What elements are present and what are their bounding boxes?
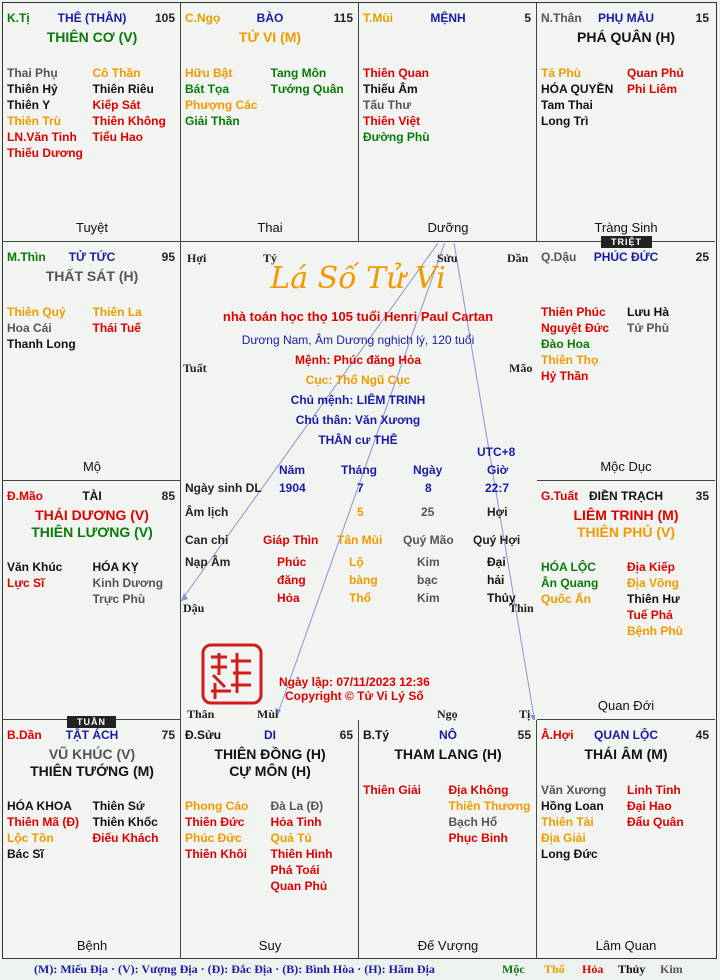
minor-star: Thiên Y bbox=[7, 98, 51, 112]
napam-word: hải bbox=[487, 573, 505, 587]
branch-ngo: Ngọ bbox=[437, 707, 458, 721]
minor-star: Kiếp Sát bbox=[92, 98, 141, 112]
minor-star: HÓA KỴ bbox=[92, 560, 139, 574]
canchi-day: Quý Mão bbox=[403, 533, 454, 547]
al-ngay: 25 bbox=[421, 505, 435, 519]
created-date: Ngày lập: 07/11/2023 12:36 bbox=[279, 675, 430, 689]
main-star: TỬ VI (M) bbox=[238, 29, 302, 45]
minor-stars bbox=[7, 798, 178, 862]
minor-star: Bác Sĩ bbox=[7, 847, 44, 861]
minor-star: Nguyệt Đức bbox=[541, 321, 610, 335]
palace-age: 75 bbox=[161, 728, 175, 742]
life-stage: Suy bbox=[258, 938, 282, 953]
minor-star: Cô Thần bbox=[92, 66, 141, 80]
gender-age: Dương Nam, Âm Dương nghịch lý, 120 tuổi bbox=[241, 333, 475, 347]
star-column-left bbox=[7, 65, 93, 161]
palace-age: 35 bbox=[695, 489, 709, 503]
main-stars bbox=[537, 29, 715, 46]
col-ngay: Ngày bbox=[413, 463, 443, 477]
minor-stars bbox=[7, 65, 178, 161]
minor-star: Địa Giải bbox=[541, 831, 586, 845]
palace-age: 45 bbox=[695, 728, 709, 742]
branch-mao: Mão bbox=[509, 361, 533, 375]
branch-tuat: Tuất bbox=[183, 361, 207, 375]
menh-line: Mệnh: Phúc đăng Hỏa bbox=[295, 353, 421, 367]
col-gio: Giờ bbox=[487, 463, 509, 477]
minor-star: Đà La (Đ) bbox=[270, 799, 324, 813]
tuan-badge: TUẦN bbox=[67, 716, 116, 728]
palace-age: 5 bbox=[524, 11, 531, 25]
minor-star: Tấu Thư bbox=[363, 98, 412, 112]
palace-name: NÔ bbox=[439, 728, 457, 742]
than-cu-line: THÂN cư THÊ bbox=[318, 433, 398, 447]
main-stars bbox=[3, 507, 181, 541]
minor-star: Thiên Hư bbox=[627, 592, 680, 606]
minor-star: Thiên La bbox=[92, 305, 142, 319]
life-stage: Đế Vượng bbox=[417, 938, 479, 953]
dl-label: Ngày sinh DL bbox=[185, 481, 262, 495]
main-star: VŨ KHÚC (V) bbox=[48, 746, 136, 762]
minor-star: Thiên Khốc bbox=[92, 815, 158, 829]
minor-star: Thanh Long bbox=[7, 337, 76, 351]
legend-thuy: Thủy bbox=[618, 962, 646, 976]
star-column-right bbox=[449, 65, 535, 145]
minor-star: Lực Sĩ bbox=[7, 576, 45, 590]
minor-star: Tuế Phá bbox=[627, 608, 673, 622]
minor-star: Lưu Hà bbox=[627, 305, 670, 319]
life-stage: Tuyệt bbox=[75, 220, 109, 235]
branch-dan: Dần bbox=[507, 251, 529, 265]
minor-star: Địa Võng bbox=[627, 576, 680, 590]
dl-gio: 22:7 bbox=[485, 481, 510, 495]
canchi-label: Can chi bbox=[185, 533, 229, 547]
minor-star: Thiên Khôi bbox=[185, 847, 247, 861]
minor-star: Thiên Sứ bbox=[92, 799, 145, 813]
minor-star: Hoa Cái bbox=[7, 321, 52, 335]
star-column-left bbox=[541, 65, 627, 129]
minor-star: Tướng Quân bbox=[270, 82, 344, 96]
col-thang: Tháng bbox=[341, 463, 377, 477]
minor-star: Hữu Bật bbox=[185, 66, 233, 80]
napam-word: Thủy bbox=[487, 591, 516, 605]
palace-canchi: M.Thìn bbox=[7, 250, 46, 264]
palace-age: 15 bbox=[695, 11, 709, 25]
life-stage: Thai bbox=[257, 220, 283, 235]
palace-cell bbox=[537, 481, 715, 720]
minor-star: Thiên Hỷ bbox=[7, 82, 58, 96]
minor-star: HÓA QUYỀN bbox=[541, 82, 614, 96]
branch-ti: Tị bbox=[519, 707, 531, 721]
dl-nam: 1904 bbox=[279, 481, 306, 495]
main-star: THIÊN LƯƠNG (V) bbox=[31, 524, 153, 540]
branch-suu: Sửu bbox=[437, 251, 458, 265]
branch-mui: Mùi bbox=[257, 707, 279, 721]
palace-cell bbox=[537, 242, 715, 481]
minor-star: Hồng Loan bbox=[541, 799, 604, 813]
minor-star: Long Đức bbox=[541, 847, 598, 861]
minor-star: Quan Phủ bbox=[270, 879, 328, 893]
minor-stars bbox=[185, 798, 356, 894]
palace-canchi: K.Tị bbox=[7, 11, 30, 25]
palace-canchi: Đ.Sửu bbox=[185, 728, 222, 742]
palace-name: TỬ TỨC bbox=[68, 250, 116, 264]
life-stage: Quan Đới bbox=[597, 698, 655, 713]
life-stage: Mộc Dục bbox=[600, 459, 652, 474]
star-column-right bbox=[271, 798, 357, 894]
minor-stars bbox=[7, 304, 178, 352]
al-gio: Hợi bbox=[487, 505, 508, 519]
minor-star: Thai Phụ bbox=[7, 66, 58, 80]
main-star: THÁI ÂM (M) bbox=[584, 746, 668, 762]
minor-stars bbox=[185, 65, 356, 129]
minor-star: Phúc Đức bbox=[185, 831, 242, 845]
main-stars bbox=[537, 746, 715, 763]
palace-name: PHÚC ĐỨC bbox=[593, 250, 659, 264]
canchi-month: Tân Mùi bbox=[337, 533, 383, 547]
main-star: THÁI DƯƠNG (V) bbox=[35, 507, 149, 523]
canchi-year: Giáp Thìn bbox=[263, 533, 319, 547]
star-column-left bbox=[541, 782, 627, 862]
star-column-left bbox=[541, 559, 627, 639]
branch-than: Thân bbox=[187, 707, 215, 721]
minor-star: Bệnh Phù bbox=[627, 624, 683, 638]
minor-star: Tả Phù bbox=[541, 66, 582, 80]
minor-star: Thiên Riêu bbox=[92, 82, 154, 96]
minor-star: Thiên Không bbox=[92, 114, 166, 128]
palace-cell bbox=[181, 720, 359, 959]
minor-star: Phong Cáo bbox=[185, 799, 249, 813]
star-column-left bbox=[7, 304, 93, 352]
minor-star: Thiên Quan bbox=[363, 66, 429, 80]
minor-star: HÓA LỘC bbox=[541, 560, 596, 574]
napam-word: Phúc bbox=[277, 555, 307, 569]
star-column-right bbox=[93, 798, 179, 862]
minor-star: Thiên Trù bbox=[7, 114, 61, 128]
life-stage: Dưỡng bbox=[427, 220, 469, 235]
main-star: THIÊN TƯỚNG (M) bbox=[30, 763, 154, 779]
col-nam: Năm bbox=[279, 463, 306, 477]
minor-star: Thiên Giải bbox=[363, 783, 422, 797]
main-star: THAM LANG (H) bbox=[394, 746, 502, 762]
main-stars bbox=[359, 746, 537, 763]
palace-age: 105 bbox=[154, 11, 175, 25]
al-label: Âm lịch bbox=[185, 505, 229, 519]
palace-cell bbox=[359, 3, 537, 242]
minor-star: Thiên Phúc bbox=[541, 305, 606, 319]
legend-kim: Kim bbox=[660, 962, 683, 976]
main-star: LIÊM TRINH (M) bbox=[573, 507, 679, 523]
star-column-left bbox=[185, 798, 271, 894]
minor-star: Đại Hao bbox=[627, 799, 672, 813]
life-stage: Tràng Sinh bbox=[594, 220, 658, 235]
napam-word: Kim bbox=[417, 591, 440, 605]
palace-name: MỆNH bbox=[430, 11, 466, 25]
minor-star: Đào Hoa bbox=[541, 337, 590, 351]
minor-star: Trực Phù bbox=[92, 592, 146, 606]
napam-word: Hỏa bbox=[277, 591, 300, 605]
minor-star: Quả Tú bbox=[270, 831, 312, 845]
minor-stars bbox=[541, 304, 713, 384]
star-column-right bbox=[93, 65, 179, 161]
minor-stars bbox=[363, 65, 534, 145]
star-column-left bbox=[363, 782, 449, 846]
al-thang: 5 bbox=[357, 505, 364, 519]
star-column-right bbox=[627, 65, 713, 129]
seal-stamp bbox=[201, 643, 263, 705]
minor-star: Văn Khúc bbox=[7, 560, 63, 574]
branch-hoi: Hợi bbox=[187, 251, 207, 265]
cuc-line: Cục: Thổ Ngũ Cục bbox=[305, 373, 411, 387]
palace-canchi: C.Ngọ bbox=[185, 11, 221, 25]
star-column-right bbox=[627, 304, 713, 384]
dl-thang: 7 bbox=[357, 481, 364, 495]
main-star: CỰ MÔN (H) bbox=[229, 763, 311, 779]
minor-star: Bát Tọa bbox=[185, 82, 230, 96]
minor-star: Linh Tinh bbox=[627, 783, 681, 797]
minor-star: Thiếu Âm bbox=[363, 82, 418, 96]
minor-star: Thiếu Dương bbox=[7, 146, 83, 160]
minor-star: Thiên Việt bbox=[363, 114, 421, 128]
minor-star: Tiểu Hao bbox=[92, 130, 143, 144]
minor-stars bbox=[541, 65, 713, 129]
branch-dau: Dậu bbox=[183, 601, 205, 615]
subtitle: nhà toán học thọ 105 tuổi Henri Paul Cartan bbox=[222, 309, 494, 324]
minor-star: Kinh Dương bbox=[92, 576, 164, 590]
main-star: PHÁ QUÂN (H) bbox=[577, 29, 675, 45]
main-star: THẤT SÁT (H) bbox=[45, 268, 139, 284]
palace-name: DI bbox=[264, 728, 276, 742]
main-star: THIÊN PHỦ (V) bbox=[577, 524, 675, 540]
legend-tho: Thổ bbox=[544, 962, 565, 976]
napam-word: đăng bbox=[277, 573, 306, 587]
napam-word: Đại bbox=[487, 555, 506, 569]
minor-stars bbox=[541, 559, 713, 639]
chu-menh-line: Chủ mệnh: LIÊM TRINH bbox=[290, 393, 426, 407]
legend-hoa: Hỏa bbox=[582, 962, 604, 976]
minor-star: Bạch Hổ bbox=[448, 815, 498, 829]
minor-star: Ân Quang bbox=[541, 576, 599, 590]
utc-label: UTC+8 bbox=[477, 445, 516, 459]
minor-star: Phượng Các bbox=[185, 98, 258, 112]
palace-age: 95 bbox=[161, 250, 175, 264]
triet-badge: TRIỆT bbox=[601, 236, 652, 248]
napam-word: bàng bbox=[349, 573, 378, 587]
palace-name: PHỤ MẪU bbox=[598, 11, 654, 25]
minor-star: Địa Không bbox=[448, 783, 509, 797]
center-info bbox=[181, 243, 535, 720]
palace-name: BÀO bbox=[256, 11, 284, 25]
copyright: Copyright © Tử Vi Lý Số bbox=[285, 689, 424, 703]
star-column-right bbox=[627, 559, 713, 639]
minor-star: Lộc Tồn bbox=[7, 831, 54, 845]
main-star: THIÊN CƠ (V) bbox=[46, 29, 138, 45]
minor-star: HÓA KHOA bbox=[7, 799, 72, 813]
minor-star: Thiên Hình bbox=[270, 847, 333, 861]
minor-star: Hỏa Tinh bbox=[270, 815, 322, 829]
minor-star: Tang Môn bbox=[270, 66, 327, 80]
minor-star: Phi Liêm bbox=[627, 82, 678, 96]
palace-canchi: B.Dần bbox=[7, 728, 42, 742]
minor-star: Giải Thần bbox=[185, 114, 240, 128]
star-column-left bbox=[7, 559, 93, 607]
palace-canchi: Đ.Mão bbox=[7, 489, 43, 503]
minor-star: Văn Xương bbox=[541, 783, 607, 797]
legend-moc: Mộc bbox=[502, 962, 525, 976]
life-stage: Lâm Quan bbox=[595, 938, 657, 953]
minor-stars bbox=[363, 782, 534, 846]
star-column-left bbox=[7, 798, 93, 862]
palace-canchi: T.Mùi bbox=[363, 11, 393, 25]
main-stars bbox=[3, 29, 181, 46]
main-stars bbox=[3, 268, 181, 285]
palace-cell bbox=[537, 3, 715, 242]
palace-name: TÀI bbox=[82, 489, 102, 503]
star-column-right bbox=[271, 65, 357, 129]
palace-name: TẬT ÁCH bbox=[65, 728, 119, 742]
napam-word: Lộ bbox=[349, 555, 364, 569]
minor-star: Phá Toái bbox=[270, 863, 320, 877]
minor-stars bbox=[7, 559, 178, 607]
minor-star: Quốc Ấn bbox=[541, 592, 591, 606]
dl-ngay: 8 bbox=[425, 481, 432, 495]
minor-star: Long Trì bbox=[541, 114, 589, 128]
minor-star: Thái Tuế bbox=[92, 321, 141, 335]
napam-word: Thổ bbox=[349, 591, 371, 605]
palace-age: 115 bbox=[333, 11, 353, 25]
palace-age: 85 bbox=[161, 489, 175, 503]
minor-star: Hỷ Thần bbox=[541, 369, 589, 383]
palace-canchi: Â.Hợi bbox=[541, 728, 574, 742]
minor-star: Thiên Thương bbox=[448, 799, 531, 813]
palace-cell bbox=[3, 720, 181, 959]
minor-star: Điếu Khách bbox=[92, 831, 159, 845]
palace-name: THÊ (THÂN) bbox=[57, 11, 127, 25]
legend-text: (M): Miếu Địa · (V): Vượng Địa · (Đ): Đắc Địa · (B): Bình Hòa · (H): Hãm Địa bbox=[34, 962, 435, 976]
minor-star: Thiên Tài bbox=[541, 815, 594, 829]
chu-than-line: Chủ thân: Văn Xương bbox=[295, 413, 421, 427]
napam-label: Nạp Âm bbox=[185, 555, 231, 569]
star-column-right bbox=[449, 782, 535, 846]
palace-name: ĐIỀN TRẠCH bbox=[589, 489, 663, 503]
life-stage: Bệnh bbox=[76, 938, 108, 953]
minor-star: Thiên Đức bbox=[185, 815, 245, 829]
palace-cell bbox=[3, 3, 181, 242]
minor-star: Thiên Mã (Đ) bbox=[7, 815, 79, 829]
chart-title: Lá Số Tử Vi bbox=[270, 261, 446, 296]
minor-star: Thiên Thọ bbox=[541, 353, 599, 367]
star-column-right bbox=[93, 559, 179, 607]
napam-word: Kim bbox=[417, 555, 440, 569]
minor-stars bbox=[541, 782, 713, 862]
minor-star: Thiên Quý bbox=[7, 305, 66, 319]
palace-canchi: N.Thân bbox=[541, 11, 582, 25]
palace-cell bbox=[537, 720, 715, 959]
star-column-left bbox=[185, 65, 271, 129]
main-stars bbox=[181, 746, 359, 780]
palace-canchi: B.Tý bbox=[363, 728, 390, 742]
minor-star: Quan Phủ bbox=[627, 66, 684, 80]
napam-word: bạc bbox=[417, 573, 438, 587]
palace-cell bbox=[359, 720, 537, 959]
minor-star: Tam Thai bbox=[541, 98, 593, 112]
palace-age: 25 bbox=[695, 250, 709, 264]
main-stars bbox=[537, 507, 715, 541]
star-column-right bbox=[93, 304, 179, 352]
life-stage: Mộ bbox=[82, 459, 102, 474]
branch-thin: Thìn bbox=[509, 601, 534, 615]
palace-canchi: Q.Dậu bbox=[541, 250, 577, 264]
palace-cell bbox=[3, 242, 181, 481]
palace-age: 55 bbox=[517, 728, 531, 742]
star-column-left bbox=[363, 65, 449, 145]
minor-star: Tử Phù bbox=[627, 321, 670, 335]
palace-canchi: G.Tuất bbox=[541, 489, 579, 503]
star-column-left bbox=[541, 304, 627, 384]
main-stars bbox=[3, 746, 181, 780]
palace-cell bbox=[181, 3, 359, 242]
minor-star: Đường Phù bbox=[363, 130, 430, 144]
palace-name: QUAN LỘC bbox=[594, 728, 658, 742]
star-column-right bbox=[627, 782, 713, 862]
minor-star: LN.Văn Tinh bbox=[7, 130, 77, 144]
palace-cell bbox=[3, 481, 181, 720]
minor-star: Phục Binh bbox=[448, 831, 508, 845]
minor-star: Đẩu Quân bbox=[627, 815, 684, 829]
minor-star: Địa Kiếp bbox=[627, 560, 676, 574]
main-star: THIÊN ĐỒNG (H) bbox=[214, 746, 326, 762]
canchi-hour: Quý Hợi bbox=[473, 533, 521, 547]
main-stars bbox=[181, 29, 359, 46]
palace-age: 65 bbox=[339, 728, 353, 742]
branch-ty: Tý bbox=[263, 251, 278, 265]
